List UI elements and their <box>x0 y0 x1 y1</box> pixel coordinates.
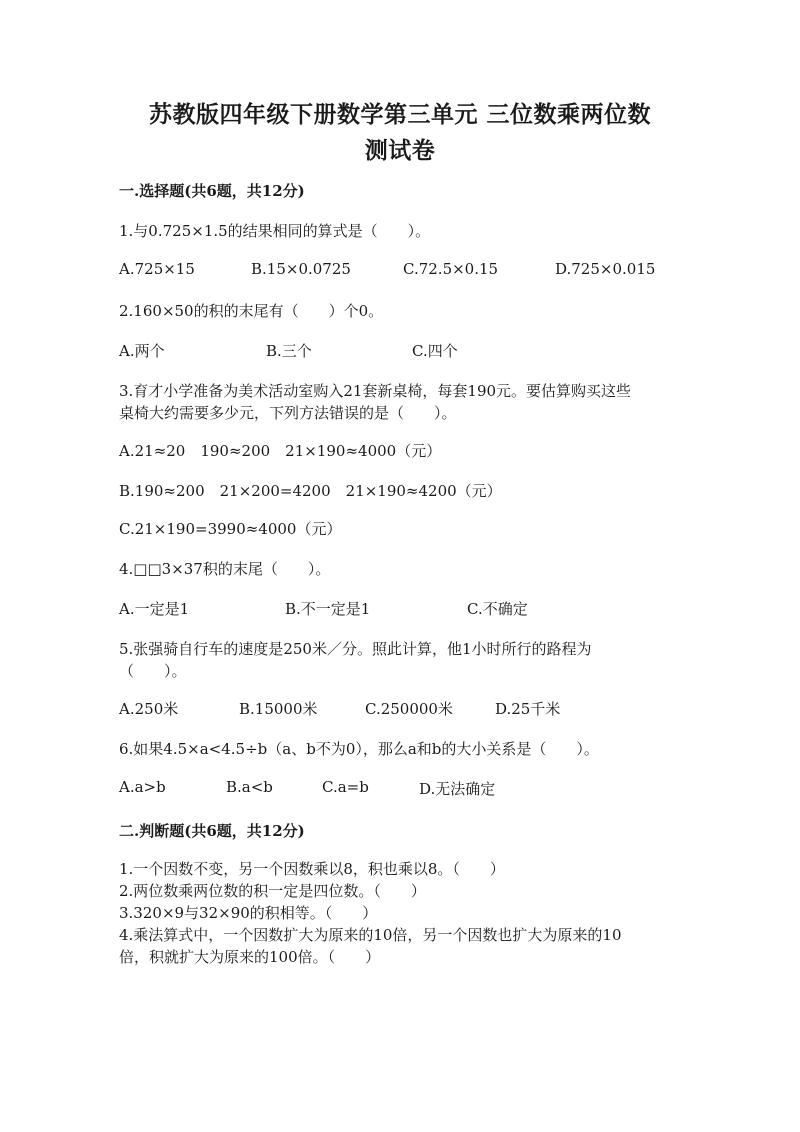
question-2-option-b: B.三个 <box>266 342 312 360</box>
judgement-item-3: 3.320×9与32×90的积相等。（ ） <box>119 904 378 922</box>
question-3-stem-line1: 3.育才小学准备为美术活动室购入21套新桌椅，每套190元。要估算购买这些 <box>119 382 632 400</box>
paper-title-line1: 苏教版四年级下册数学第三单元 三位数乘两位数 <box>148 101 651 128</box>
question-4-stem: 4.□□3×37积的末尾（ ）。 <box>119 560 331 578</box>
question-3-option-c: C.21×190=3990≈4000（元） <box>119 520 342 538</box>
question-6-option-a: A.a>b <box>119 778 166 796</box>
question-5-option-b: B.15000米 <box>239 700 318 718</box>
question-5-stem-line1: 5.张强骑自行车的速度是250米／分。照此计算，他1小时所行的路程为 <box>119 640 592 658</box>
question-2-option-c: C.四个 <box>412 342 458 360</box>
question-6-option-b: B.a<b <box>226 778 273 796</box>
question-3-option-b: B.190≈200 21×200=4200 21×190≈4200（元） <box>119 482 502 500</box>
paper-title-line2: 测试卷 <box>364 137 436 164</box>
question-3-option-a: A.21≈20 190≈200 21×190≈4000（元） <box>119 442 442 460</box>
question-1-option-d: D.725×0.015 <box>555 260 656 278</box>
question-2-option-a: A.两个 <box>119 342 165 360</box>
section-heading-choice: 一.选择题(共6题，共12分) <box>119 182 305 200</box>
question-5-option-d: D.25千米 <box>495 700 561 718</box>
question-1-option-b: B.15×0.0725 <box>251 260 351 278</box>
question-5-stem-line2: （ ）。 <box>119 662 187 680</box>
judgement-item-1: 1.一个因数不变，另一个因数乘以8，积也乘以8。（ ） <box>119 860 505 878</box>
section-heading-judgement: 二.判断题(共6题，共12分) <box>119 822 305 840</box>
question-2-stem: 2.160×50的积的末尾有（ ）个0。 <box>119 302 384 320</box>
question-3-stem-line2: 桌椅大约需要多少元，下列方法错误的是（ ）。 <box>119 404 457 422</box>
question-4-option-a: A.一定是1 <box>119 600 190 618</box>
judgement-item-2: 2.两位数乘两位数的积一定是四位数。（ ） <box>119 882 426 900</box>
question-6-option-c: C.a=b <box>322 778 369 796</box>
question-5-option-a: A.250米 <box>119 700 179 718</box>
question-1-stem: 1.与0.725×1.5的结果相同的算式是（ ）。 <box>119 222 431 240</box>
question-4-option-b: B.不一定是1 <box>285 600 371 618</box>
question-1-option-a: A.725×15 <box>119 260 195 278</box>
question-5-option-c: C.250000米 <box>365 700 453 718</box>
question-6-option-d: D.无法确定 <box>419 780 496 798</box>
question-1-option-c: C.72.5×0.15 <box>403 260 499 278</box>
question-6-stem: 6.如果4.5×a<4.5÷b（a、b不为0），那么a和b的大小关系是（ ）。 <box>119 740 599 758</box>
question-4-option-c: C.不确定 <box>467 600 528 618</box>
judgement-item-4-line2: 倍，积就扩大为原来的100倍。（ ） <box>119 948 381 966</box>
judgement-item-4-line1: 4.乘法算式中，一个因数扩大为原来的10倍，另一个因数也扩大为原来的10 <box>119 926 622 944</box>
